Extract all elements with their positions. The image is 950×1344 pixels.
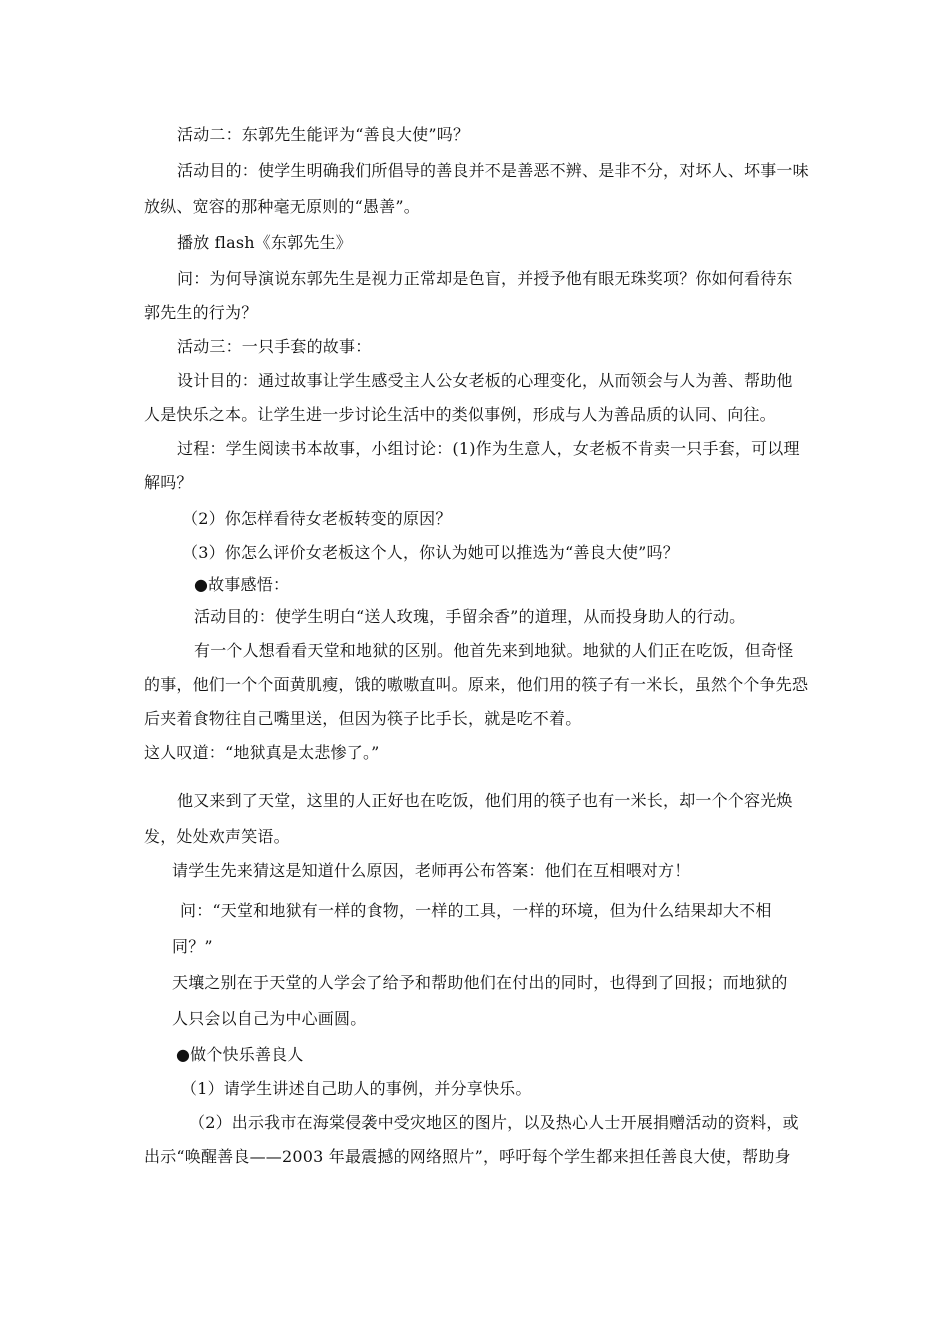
paragraph-line: 有一个人想看看天堂和地狱的区别。他首先来到地狱。地狱的人们正在吃饭，但奇怪 [194, 641, 794, 660]
paragraph-line: 天壤之别在于天堂的人学会了给予和帮助他们在付出的同时，也得到了回报；而地狱的 [172, 973, 788, 992]
paragraph-line: 活动目的：使学生明确我们所倡导的善良并不是善恶不辨、是非不分，对坏人、坏事一味 [177, 161, 809, 180]
paragraph-line: 出示“唤醒善良——2003 年最震撼的网络照片”，呼吁每个学生都来担任善良大使，帮助身 [144, 1147, 791, 1166]
paragraph-line: 郭先生的行为？ [144, 303, 258, 322]
paragraph-line: 设计目的：通过故事让学生感受主人公女老板的心理变化，从而领会与人为善、帮助他 [177, 371, 793, 390]
paragraph-line: 同？” [172, 937, 213, 956]
activity-two-heading: 活动二：东郭先生能评为“善良大使”吗？ [177, 125, 470, 144]
paragraph-line: 发，处处欢声笑语。 [144, 827, 290, 846]
paragraph-line: （1）请学生讲述自己助人的事例，并分享快乐。 [181, 1079, 532, 1098]
activity-three-heading: 活动三：一只手套的故事： [177, 337, 372, 356]
paragraph-line: 播放 flash《东郭先生》 [177, 233, 352, 252]
paragraph-line: 问：为何导演说东郭先生是视力正常却是色盲，并授予他有眼无珠奖项？你如何看待东 [177, 269, 793, 288]
paragraph-line: 的事，他们一个个面黄肌瘦，饿的嗷嗷直叫。原来，他们用的筷子有一米长，虽然个个争先恐 [144, 675, 809, 694]
paragraph-line: 解吗？ [144, 473, 193, 492]
paragraph-line: （2）出示我市在海棠侵袭中受灾地区的图片，以及热心人士开展捐赠活动的资料，或 [189, 1113, 799, 1132]
paragraph-line: 人是快乐之本。让学生进一步讨论生活中的类似事例，形成与人为善品质的认同、向往。 [144, 405, 776, 424]
be-happy-kind-heading: ●做个快乐善良人 [176, 1045, 304, 1064]
story-reflection-heading: ●故事感悟： [194, 575, 290, 594]
paragraph-line: （2）你怎样看待女老板转变的原因？ [182, 509, 452, 528]
paragraph-line: 过程：学生阅读书本故事，小组讨论：(1)作为生意人，女老板不肯卖一只手套，可以理 [177, 439, 800, 458]
paragraph-line: 放纵、宽容的那种毫无原则的“愚善”。 [144, 197, 420, 216]
paragraph-line: 人只会以自己为中心画圆。 [172, 1009, 367, 1028]
paragraph-line: 请学生先来猜这是知道什么原因，老师再公布答案：他们在互相喂对方！ [172, 861, 691, 880]
paragraph-line: 他又来到了天堂，这里的人正好也在吃饭，他们用的筷子也有一米长，却一个个容光焕 [177, 791, 793, 810]
paragraph-line: 问：“天堂和地狱有一样的食物，一样的工具，一样的环境，但为什么结果却大不相 [180, 901, 772, 920]
paragraph-line: 这人叹道：“地狱真是太悲惨了。” [144, 743, 380, 762]
paragraph-line: （3）你怎么评价女老板这个人，你认为她可以推选为“善良大使”吗？ [182, 543, 679, 562]
paragraph-line: 后夹着食物往自己嘴里送，但因为筷子比手长，就是吃不着。 [144, 709, 582, 728]
paragraph-line: 活动目的：使学生明白“送人玫瑰，手留余香”的道理，从而投身助人的行动。 [194, 607, 746, 626]
